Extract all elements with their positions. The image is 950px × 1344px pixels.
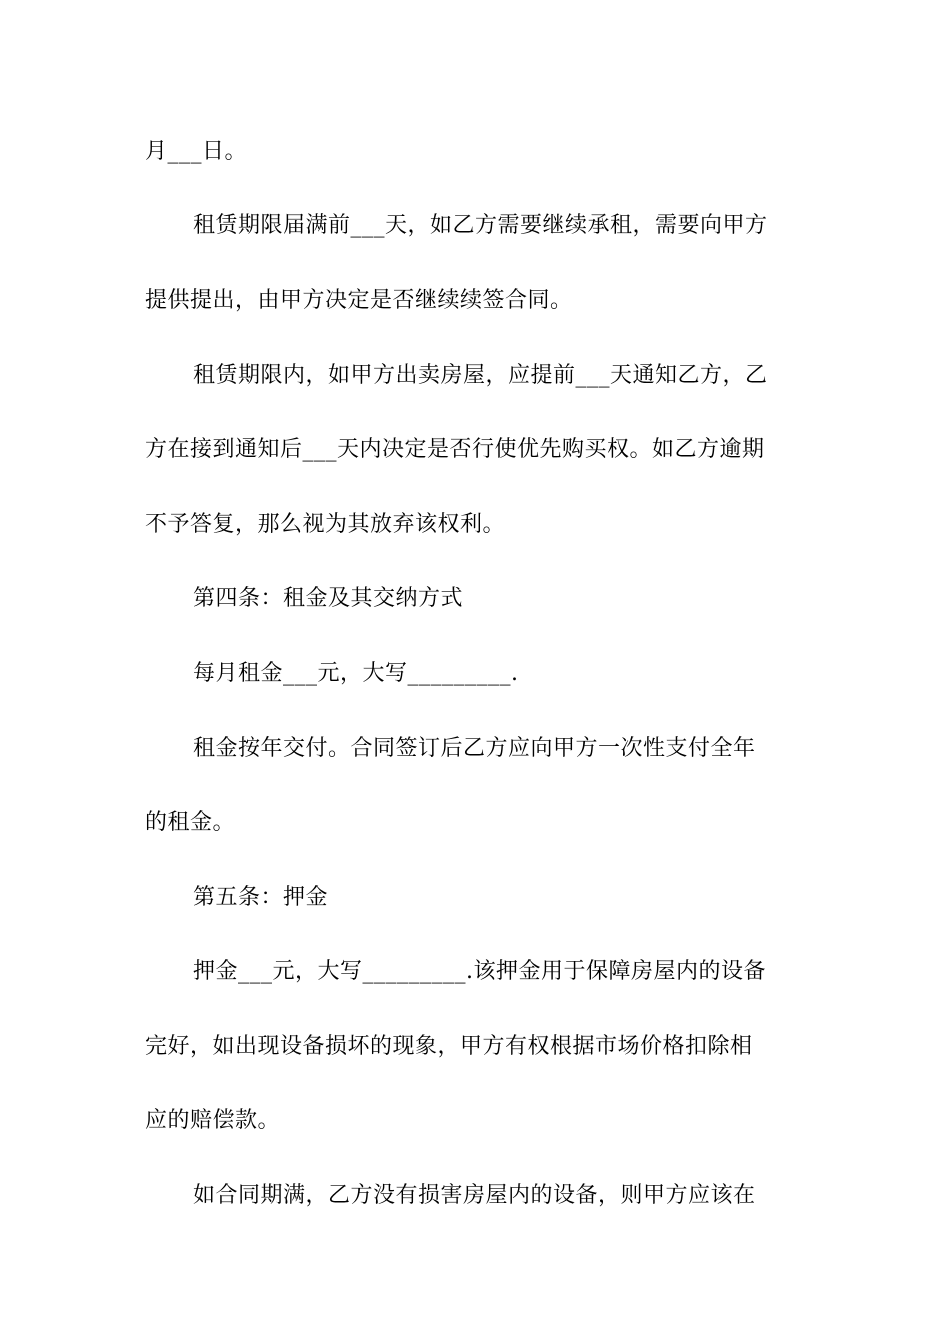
text-line-8: 每月租金___元，大写_________. (193, 661, 519, 686)
text-line-9: 租金按年交付。合同签订后乙方应向甲方一次性支付全年 (193, 736, 756, 761)
text-line-14: 应的赔偿款。 (145, 1108, 281, 1133)
text-line-15: 如合同期满，乙方没有损害房屋内的设备，则甲方应该在 (193, 1183, 756, 1208)
text-line-2: 租赁期限届满前___天，如乙方需要继续承租，需要向甲方 (193, 213, 768, 238)
text-line-3: 提供提出，由甲方决定是否继续续签合同。 (145, 288, 573, 313)
section-heading-4: 第四条：租金及其交纳方式 (193, 586, 464, 611)
section-heading-5: 第五条：押金 (193, 885, 329, 910)
text-line-1: 月___日。 (145, 139, 248, 164)
text-line-4: 租赁期限内，如甲方出卖房屋，应提前___天通知乙方，乙 (193, 363, 768, 388)
text-line-10: 的租金。 (145, 810, 236, 835)
text-line-6: 不予答复，那么视为其放弃该权利。 (145, 512, 506, 537)
text-line-5: 方在接到通知后___天内决定是否行使优先购买权。如乙方逾期 (145, 437, 765, 462)
text-line-12: 押金___元，大写_________.该押金用于保障房屋内的设备 (193, 959, 766, 984)
text-line-13: 完好，如出现设备损坏的现象，甲方有权根据市场价格扣除相 (145, 1034, 753, 1059)
